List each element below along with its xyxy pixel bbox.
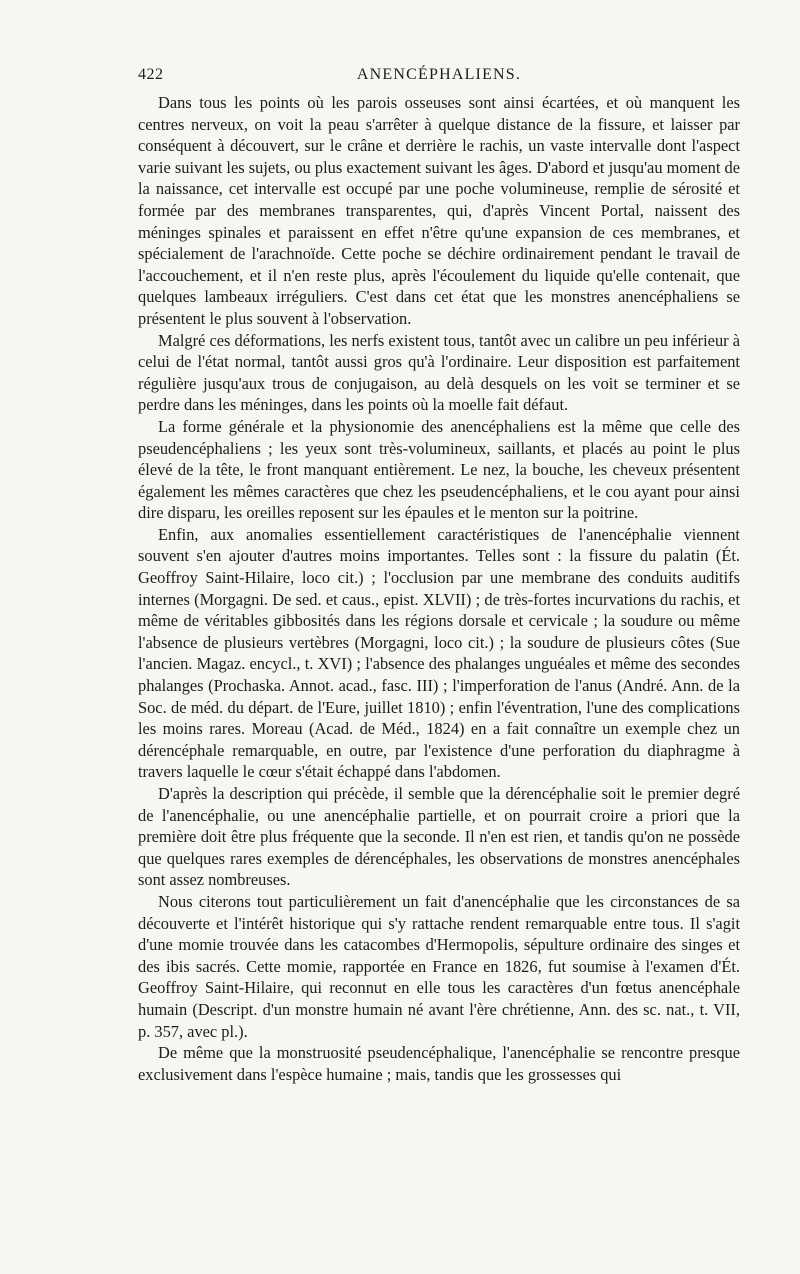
paragraph: Nous citerons tout particulièrement un fait d'anencéphalie que les circonstances de sa découverte et l'intérêt historique qui s'y rattache rendent remarquable entre tous. Il s'agit d'une momie trouvée dans les catacombes d'Hermopolis, sépulture ordinaire des singes et des ibis sacrés. Cette momie, rapportée en France en 1826, fut soumise à l'examen d'Ét. Geoffroy Saint-Hilaire, qui reconnut en elle tous les caractères d'un fœtus anencéphale humain (Descript. d'un monstre humain né avant l'ère chrétienne, Ann. des sc. nat., t. VII, p. 357, avec pl.). [138,891,740,1041]
paragraph: La forme générale et la physionomie des anencéphaliens est la même que celle des pseudencéphaliens ; les yeux sont très-volumineux, saillants, et placés au point le plus élevé de la tête, le front manquant entièrement. Le nez, la bouche, les cheveux présentent également les mêmes caractères que chez les pseudencéphaliens, et le cou ayant pour ainsi dire disparu, les oreilles reposent sur les épaules et le menton sur la poitrine. [138,416,740,523]
paragraph: De même que la monstruosité pseudencéphalique, l'anencéphalie se rencontre presque exclusivement dans l'espèce humaine ; mais, tandis que les grossesses qui [138,1043,740,1084]
page-number: 422 [138,66,164,83]
paragraph: Dans tous les points où les parois osseuses sont ainsi écartées, et où manquent les centres nerveux, on voit la peau s'arrêter à quelque distance de la fissure, et laisser par conséquent à découvert, sur le crâne et derrière le rachis, un vaste intervalle dont l'aspect varie suivant les sujets, ou plus exactement suivant les âges. D'abord et jusqu'au moment de la naissance, cet intervalle est occupé par une poche volumineuse, remplie de sérosité et formée par des membranes transparentes, qui, d'après Vincent Portal, naissent des méninges spinales et paraissent en effet n'être qu'une expansion de ces membranes, et spécialement de l'arachnoïde. Cette poche se déchire ordinairement pendant le travail de l'accouchement, et il n'en reste plus, après l'écoulement du liquide qu'elle contenait, que quelques lambeaux irréguliers. C'est dans cet état que les monstres anencéphaliens se présentent le plus souvent à l'observation. [138,93,740,328]
body-text [138,92,740,1085]
paragraph: Malgré ces déformations, les nerfs existent tous, tantôt avec un calibre un peu inférieur à celui de l'état normal, tantôt aussi gros qu'à l'ordinaire. Leur disposition est parfaitement régulière jusqu'aux trous de conjugaison, au delà desquels on les voit se terminer et se perdre dans les méninges, dans les points où la moelle fait défaut. [138,330,740,415]
running-title: ANENCÉPHALIENS. [356,66,522,83]
paragraph: D'après la description qui précède, il semble que la dérencéphalie soit le premier degré de l'anencéphalie, ou une anencéphalie partielle, et on pourrait croire a priori que la première doit être plus fréquente que la seconde. Il n'en est rien, et tandis qu'on ne possède que quelques rares exemples de dérencéphales, les observations de monstres anencéphales sont assez nombreuses. [138,784,740,890]
page-header [138,66,740,92]
paragraph: Enfin, aux anomalies essentiellement caractéristiques de l'anencéphalie viennent souvent s'en ajouter d'autres moins importantes. Telles sont : la fissure du palatin (Ét. Geoffroy Saint-Hilaire, loco cit.) ; l'occlusion par une membrane des conduits auditifs internes (Morgagni. De sed. et caus., epist. XLVII) ; de très-fortes incurvations du rachis, et même de véritables gibbosités dans les régions dorsale et cervicale ; la soudure ou même l'absence de plusieurs vertèbres (Morgagni, loco cit.) ; la soudure de plusieurs côtes (Sue l'ancien. Magaz. encycl., t. XVI) ; l'absence des phalanges unguéales et même des secondes phalanges (Prochaska. Annot. acad., fasc. III) ; l'imperforation de l'anus (André. Ann. de la Soc. de méd. du départ. de l'Eure, juillet 1810) ; enfin l'éventration, l'une des complications les moins rares. Moreau (Acad. de Méd., 1824) en a fait connaître un exemple chez un dérencéphale remarquable, en outre, par l'existence d'une perforation du diaphragme à travers laquelle le cœur s'était échappé dans l'abdomen. [138,524,740,782]
